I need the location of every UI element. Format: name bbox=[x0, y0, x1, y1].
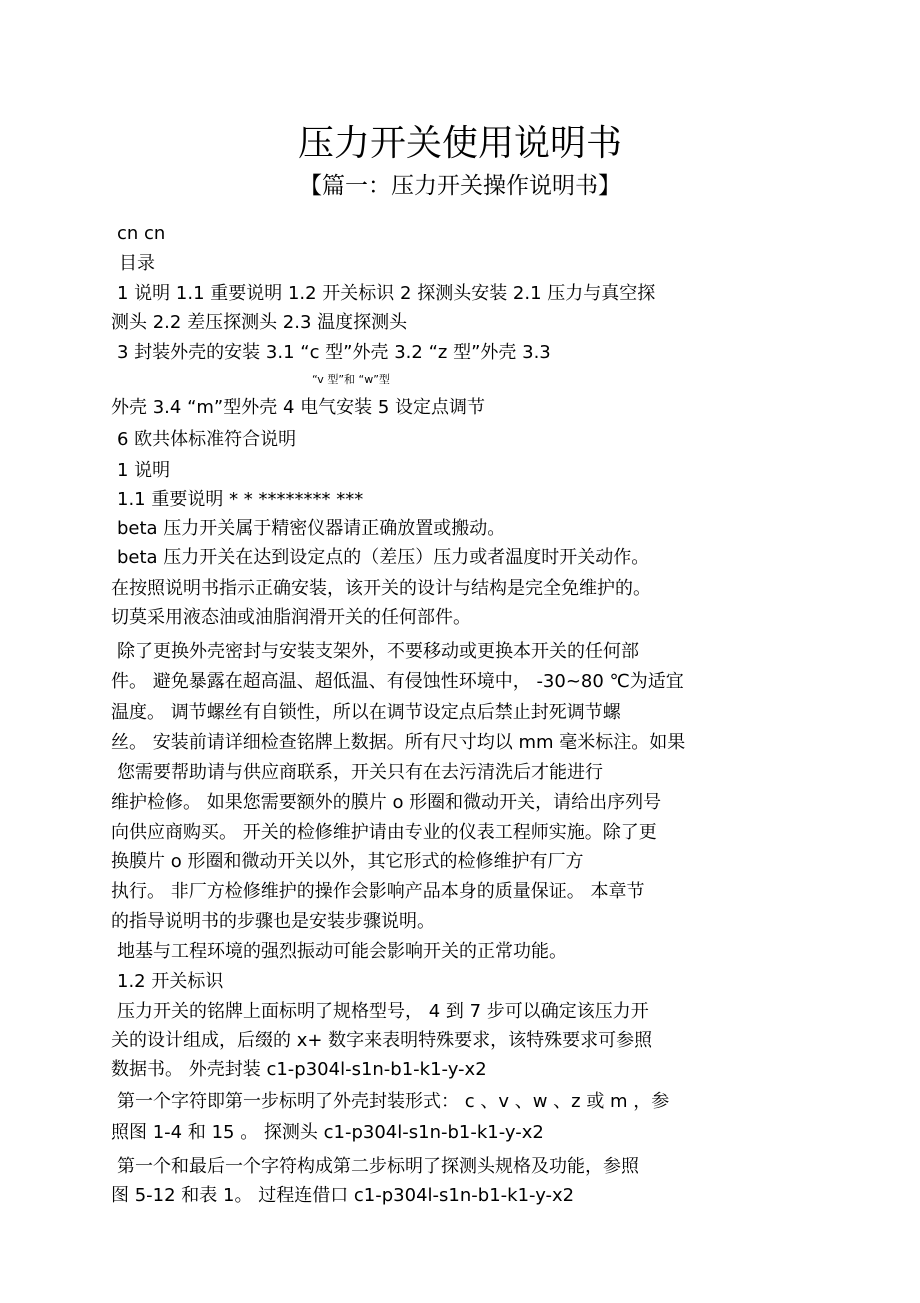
document-subtitle: 【篇一：压力开关操作说明书】 bbox=[299, 173, 621, 199]
text-line: 目录 bbox=[119, 253, 155, 274]
text-line: 关的设计组成，后缀的 x+ 数字来表明特殊要求，该特殊要求可参照 bbox=[111, 1030, 653, 1051]
text-line: 向供应商购买。 开关的检修维护请由专业的仪表工程师实施。除了更 bbox=[111, 822, 657, 843]
text-line: 照图 1-4 和 15 。 探测头 c1-p304l-s1n-b1-k1-y-x2 bbox=[111, 1122, 544, 1143]
text-line: beta 压力开关在达到设定点的（差压）压力或者温度时开关动作。 bbox=[117, 547, 650, 568]
text-line: 1 说明 1.1 重要说明 1.2 开关标识 2 探测头安装 2.1 压力与真空探 bbox=[117, 283, 656, 304]
text-line: 1 说明 bbox=[117, 460, 171, 481]
text-line: 1.2 开关标识 bbox=[117, 971, 224, 992]
text-line: 除了更换外壳密封与安装支架外，不要移动或更换本开关的任何部 bbox=[117, 641, 639, 662]
small-note: “v 型”和 “w”型 bbox=[312, 373, 390, 386]
text-line: 测头 2.2 差压探测头 2.3 温度探测头 bbox=[111, 312, 408, 333]
text-line: 换膜片 o 形圈和微动开关以外，其它形式的检修维护有厂方 bbox=[111, 851, 584, 872]
text-line: 第一个和最后一个字符构成第二步标明了探测头规格及功能，参照 bbox=[117, 1156, 639, 1177]
text-line: 在按照说明书指示正确安装，该开关的设计与结构是完全免维护的。 bbox=[111, 578, 651, 599]
document-title: 压力开关使用说明书 bbox=[297, 123, 622, 164]
text-line: 执行。 非厂方检修维护的操作会影响产品本身的质量保证。 本章节 bbox=[111, 881, 645, 902]
text-line: 丝。 安装前请详细检查铭牌上数据。所有尺寸均以 mm 毫米标注。如果 bbox=[111, 732, 686, 753]
text-line: 件。 避免暴露在超高温、超低温、有侵蚀性环境中， -30~80 ℃为适宜 bbox=[111, 671, 684, 692]
text-line: 切莫采用液态油或油脂润滑开关的任何部件。 bbox=[111, 607, 471, 628]
text-line: 压力开关的铭牌上面标明了规格型号， 4 到 7 步可以确定该压力开 bbox=[117, 1001, 649, 1022]
text-line: 6 欧共体标准符合说明 bbox=[117, 429, 297, 450]
text-line: 图 5-12 和表 1。 过程连借口 c1-p304l-s1n-b1-k1-y-x2 bbox=[111, 1185, 575, 1206]
text-line: 地基与工程环境的强烈振动可能会影响开关的正常功能。 bbox=[117, 941, 567, 962]
text-line: 的指导说明书的步骤也是安装步骤说明。 bbox=[111, 911, 435, 932]
text-line: 温度。 调节螺丝有自锁性，所以在调节设定点后禁止封死调节螺 bbox=[111, 702, 621, 723]
text-line: 3 封装外壳的安装 3.1 “c 型”外壳 3.2 “z 型”外壳 3.3 bbox=[117, 342, 551, 363]
text-line: cn cn bbox=[117, 223, 166, 244]
text-line: 维护检修。 如果您需要额外的膜片 o 形圈和微动开关，请给出序列号 bbox=[111, 792, 662, 813]
text-line: 1.1 重要说明 * * ******** *** bbox=[117, 489, 364, 510]
text-line: 您需要帮助请与供应商联系，开关只有在去污清洗后才能进行 bbox=[117, 762, 603, 783]
text-line: beta 压力开关属于精密仪器请正确放置或搬动。 bbox=[117, 518, 506, 539]
text-line: 第一个字符即第一步标明了外壳封装形式： c 、v 、w 、z 或 m ，参 bbox=[117, 1091, 670, 1112]
text-line: 数据书。 外壳封装 c1-p304l-s1n-b1-k1-y-x2 bbox=[111, 1059, 487, 1080]
text-line: 外壳 3.4 “m”型外壳 4 电气安装 5 设定点调节 bbox=[111, 397, 486, 418]
